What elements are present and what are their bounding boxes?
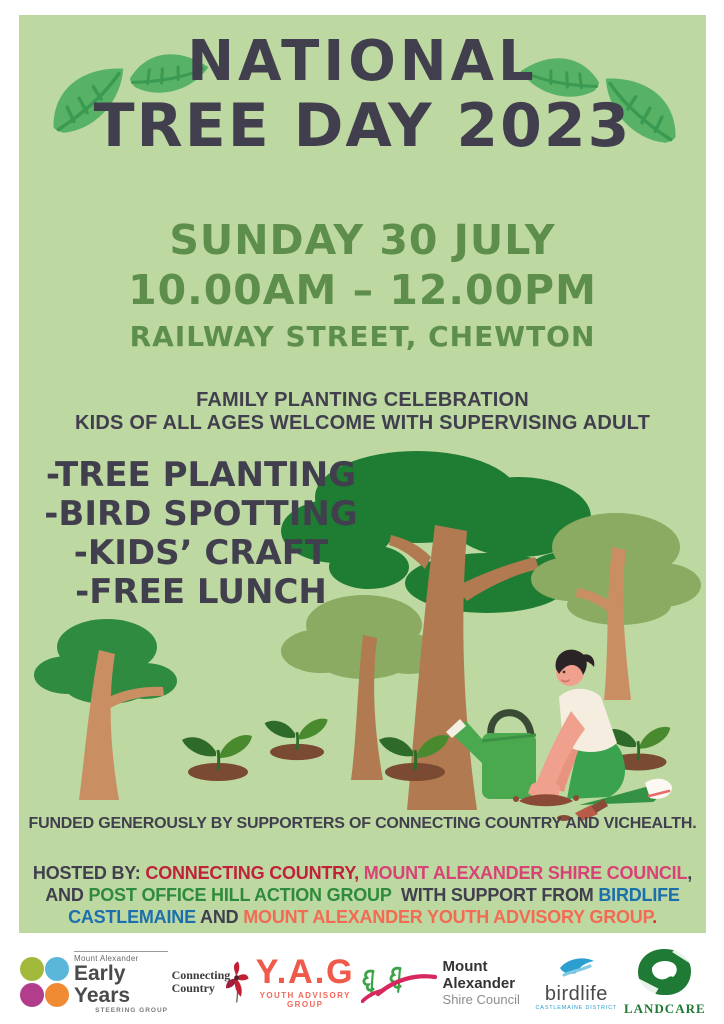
shire-subtitle: Shire Council [442, 991, 520, 1007]
subtitle-line-1: FAMILY PLANTING CELEBRATION [196, 389, 529, 411]
title-line-1: NATIONAL [187, 29, 538, 94]
activity-item: -BIRD SPOTTING [44, 494, 358, 534]
yag-name: Y.A.G [255, 953, 355, 991]
birdlife-subtitle: CASTLEMAINE DISTRICT [535, 1004, 618, 1011]
hosted-prefix: HOSTED BY: [32, 863, 146, 883]
early-years-subtitle: STEERING GROUP [95, 1006, 168, 1014]
event-subtitle [19, 389, 706, 435]
connecting-country-line2: Country [171, 981, 215, 995]
hosted-yag: MOUNT ALEXANDER YOUTH ADVISORY GROUP [243, 907, 653, 927]
poster-background [19, 15, 706, 933]
shire-name: Mount Alexander [442, 957, 516, 992]
logo-landcare [624, 948, 704, 1017]
landcare-hands-icon [634, 948, 694, 996]
early-years-circles-icon [20, 957, 69, 1007]
subtitle-line-2: KIDS OF ALL AGES WELCOME WITH SUPERVISING ADULT [75, 412, 650, 434]
hosted-shire-council: MOUNT ALEXANDER SHIRE COUNCIL [363, 863, 688, 883]
yag-subtitle: YOUTH ADVISORY GROUP [259, 991, 351, 1009]
hosted-birdlife: BIRDLIFE [598, 885, 680, 905]
birdlife-bird-icon [554, 954, 598, 980]
title-line-2: TREE DAY 2023 [93, 91, 632, 161]
event-details [19, 215, 706, 359]
activities-list [29, 456, 373, 612]
logo-connecting-country [172, 951, 250, 1013]
funded-text: FUNDED GENEROUSLY BY SUPPORTERS OF CONNECTING COUNTRY AND VICHEALTH. [28, 815, 697, 832]
landcare-name: LANDCARE [623, 1000, 706, 1016]
hosted-castlemaine: CASTLEMAINE [68, 907, 196, 927]
poster-title [19, 31, 706, 159]
early-years-name: Early Years [74, 961, 131, 1007]
small-tree-left [34, 619, 177, 800]
hosted-by-text [19, 862, 706, 928]
hosted-line-2: AND POST OFFICE HILL ACTION GROUP WITH SUPPORT FROM BIRDLIFE [45, 885, 680, 905]
activity-item: -FREE LUNCH [75, 572, 327, 612]
logo-early-years [20, 951, 168, 1014]
hosted-line-3: CASTLEMAINE AND MOUNT ALEXANDER YOUTH ADVISORY GROUP. [68, 907, 657, 927]
hosted-pohag: POST OFFICE HILL ACTION GROUP [88, 885, 392, 905]
seedling [182, 735, 252, 781]
logo-shire-council [361, 953, 529, 1011]
connecting-country-line1: Connecting [171, 968, 231, 982]
event-location: RAILWAY STREET, CHEWTON [129, 320, 596, 353]
activity-item: -TREE PLANTING [45, 455, 357, 495]
early-years-region: Mount Alexander [74, 951, 168, 963]
birdlife-name: birdlife [544, 982, 608, 1005]
seedling [265, 719, 328, 760]
orchid-icon [224, 951, 249, 1013]
person-planting [513, 650, 672, 807]
hosted-line-1: HOSTED BY: CONNECTING COUNTRY, MOUNT ALEXANDER SHIRE COUNCIL, [32, 863, 693, 883]
hosted-connecting-country: CONNECTING COUNTRY, [145, 863, 364, 883]
event-time: 10.00AM – 12.00PM [128, 266, 597, 314]
event-date: SUNDAY 30 JULY [169, 216, 556, 264]
logo-strip [20, 944, 704, 1020]
shire-trees-icon [361, 953, 441, 1011]
activity-item: -KIDS’ CRAFT [73, 533, 329, 573]
logo-birdlife [532, 954, 620, 1011]
logo-yag [253, 955, 357, 1009]
